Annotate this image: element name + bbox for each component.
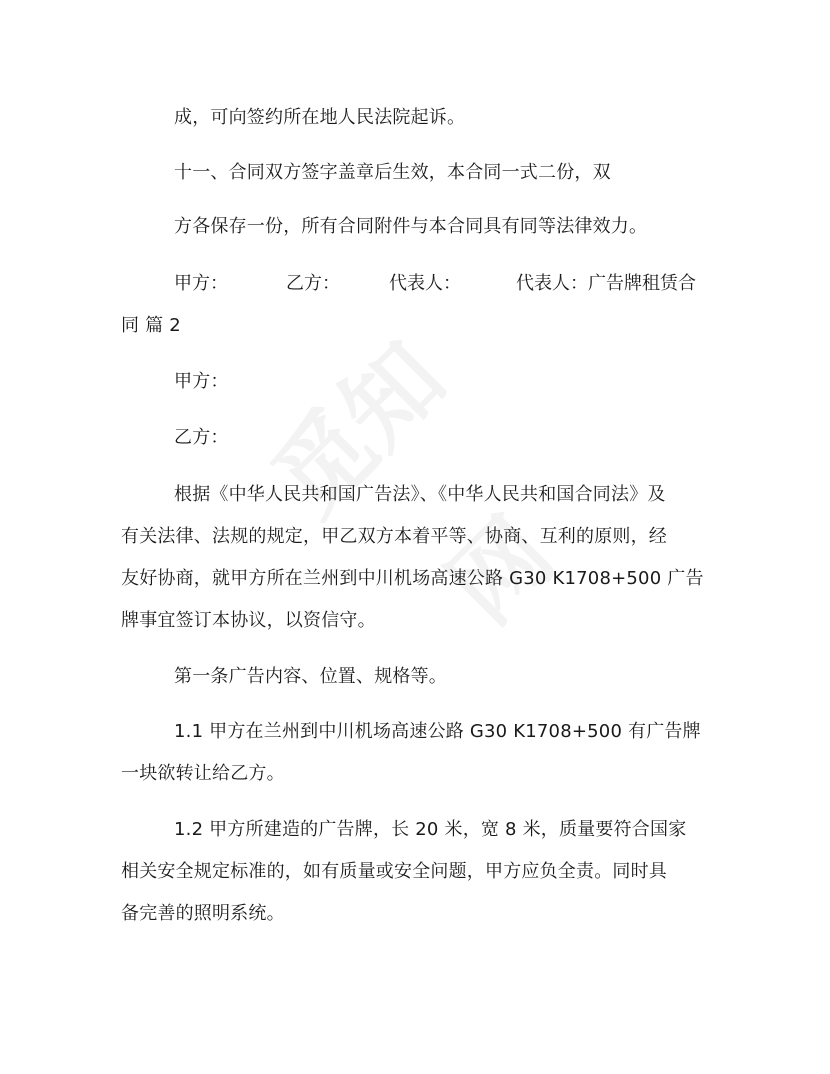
party-b-label: 乙方： xyxy=(174,427,229,448)
preamble-line: 根据《中华人民共和国广告法》、《中华人民共和国合同法》及 xyxy=(174,484,666,505)
paragraph-line: 成，可向签约所在地人民法院起诉。 xyxy=(174,107,466,128)
item-1-2: 1.2 甲方所建造的广告牌，长 20 米，宽 8 米，质量要符合国家 xyxy=(174,819,687,840)
signature-party-a: 甲方： xyxy=(174,273,228,294)
signature-rep-2-title: 代表人：广告牌租赁合 xyxy=(516,273,696,294)
item-1-1: 一块欲转让给乙方。 xyxy=(121,763,285,784)
party-a-label: 甲方： xyxy=(174,371,229,392)
signature-rep-1: 代表人： xyxy=(389,273,461,294)
paragraph-line: 方各保存一份，所有合同附件与本合同具有同等法律效力。 xyxy=(174,216,648,237)
paragraph-line: 十一、合同双方签字盖章后生效，本合同一式二份，双 xyxy=(174,162,611,183)
item-1-1: 1.1 甲方在兰州到中川机场高速公路 G30 K1708+500 有广告牌 xyxy=(174,721,701,742)
signature-party-b: 乙方： xyxy=(286,273,340,294)
watermark xyxy=(300,300,560,500)
item-1-2: 相关安全规定标准的，如有质量或安全问题，甲方应负全责。同时具 xyxy=(121,861,667,882)
preamble-line: 有关法律、法规的规定，甲乙双方本着平等、协商、互利的原则，经 xyxy=(121,526,667,547)
item-1-2: 备完善的照明系统。 xyxy=(121,903,285,924)
preamble-line: 牌事宜签订本协议，以资信守。 xyxy=(121,610,376,631)
article-1-title: 第一条广告内容、位置、规格等。 xyxy=(174,666,447,687)
title-continuation: 同 篇 2 xyxy=(121,315,181,336)
preamble-line: 友好协商，就甲方所在兰州到中川机场高速公路 G30 K1708+500 广告 xyxy=(121,568,704,589)
